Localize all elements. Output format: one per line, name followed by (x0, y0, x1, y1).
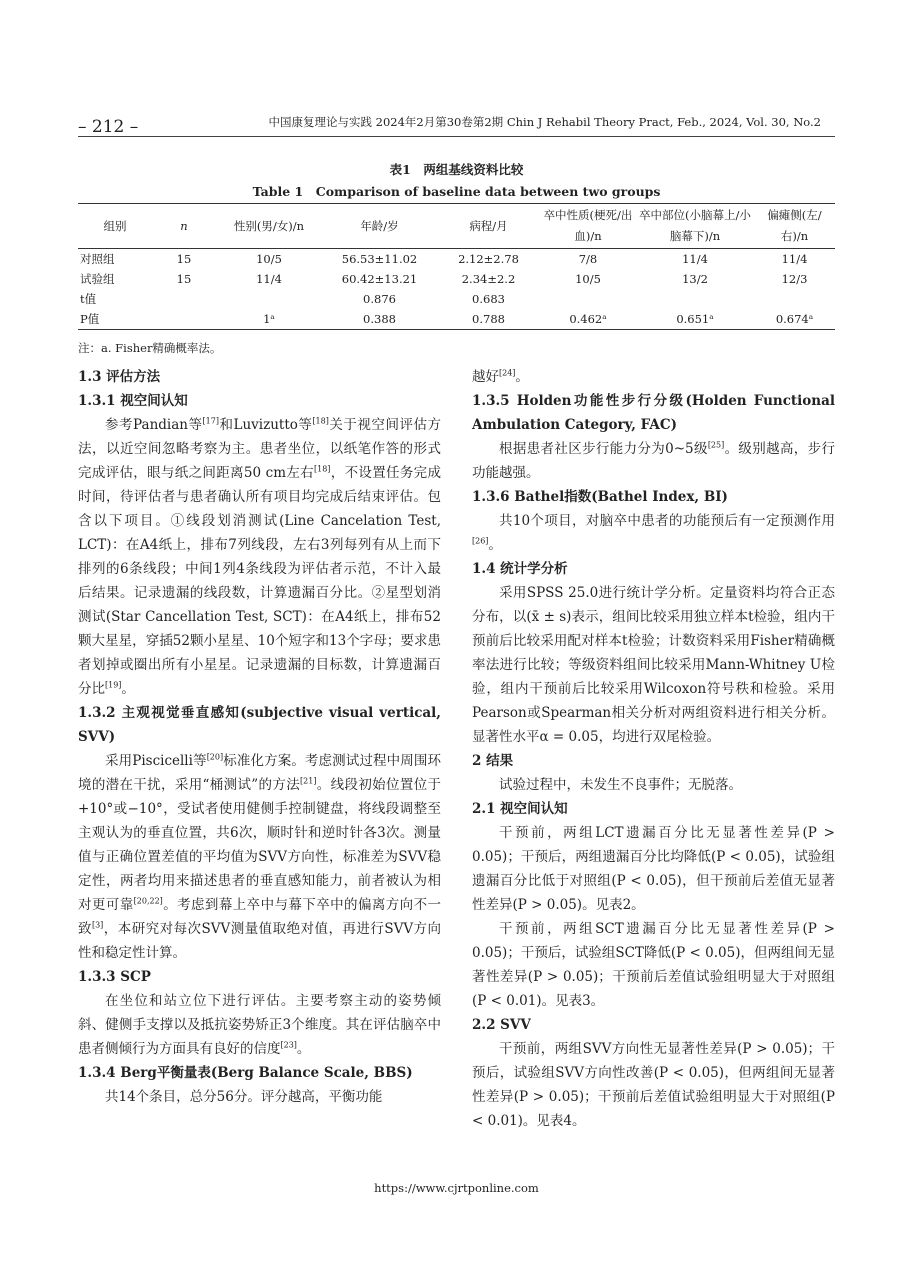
footer-url: https://www.cjrtponline.com (374, 1181, 539, 1195)
running-header: 中国康复理论与实践 2024年2月第30卷第2期 Chin J Rehabil Theory Pract, Feb., 2024, Vol. 30, No.2 (268, 115, 821, 129)
table-cell: 11/4 (256, 272, 282, 286)
body-paragraph: 干预前，两组SVV方向性无显著性差异(P > 0.05)；干预后，试验组SVV方向性改善(P < 0.05)，但两组间无显著性差异(P > 0.05)；干预前后差值试验组明显大于对照组(P < 0.01)。见表4。 (472, 1041, 835, 1129)
body-paragraph: 参考Pandian等[17]和Luvizutto等[18]关于视空间评估方法，以近空间忽略考察为主。患者坐位，以纸笔作答的形式完成评估，眼与纸之间距离50 cm左右[18]，不设置任务完成时间，待评估者与患者确认所有项目均完成后结束评估。包含以下项目。①线段划消测试(Line Cancelation Test, LCT)：在A4纸上，排布7列线段，左右3列每列有从上而下排列的6条线段；中间1列4条线段为评估者示范，不计入最后结果。记录遗漏的线段数，计算遗漏百分比。②星型划消测试(Star Cancellation Test, SCT)：在A4纸上，排布52颗大星星，穿插52颗小星星、10个短字和13个字母；要求患者划掉或圈出所有小星星。记录遗漏的目标数，计算遗漏百分比[19]。 (78, 416, 442, 697)
table-row (78, 289, 835, 309)
table-cell (754, 289, 835, 309)
left-text-column (78, 365, 441, 1109)
table-caption-en: Table 1 Comparison of baseline data between two groups (252, 184, 661, 199)
body-paragraph: 干预前，两组SCT遗漏百分比无显著性差异(P > 0.05)；干预后，试验组SCT降低(P < 0.05)，但两组间无显著性差异(P > 0.05)；干预前后差值试验组明显大于对照组(P < 0.01)。见表3。 (472, 921, 835, 1009)
table-cell: 15 (176, 272, 192, 286)
table-cell: 0.651ᵃ (676, 312, 714, 326)
table-cell: 2.12±2.78 (458, 252, 519, 266)
table-cell: 11/4 (682, 252, 708, 266)
section-heading: 1.3.4 Berg平衡量表(Berg Balance Scale, BBS) (78, 1065, 413, 1081)
table-row (78, 249, 835, 270)
table-cell: P值 (80, 312, 100, 326)
table-cell (636, 289, 754, 309)
body-paragraph: 根据患者社区步行能力分为0~5级[25]。级别越高，步行功能越强。 (472, 440, 835, 481)
table-row (78, 269, 835, 289)
table-cell: 0.683 (472, 292, 505, 306)
section-heading: 1.3.1 视空间认知 (78, 393, 188, 409)
section-heading: 2 结果 (472, 753, 514, 769)
section-heading: 1.3 评估方法 (78, 369, 161, 385)
col-header-stroke-type: 卒中性质(梗死/出血)/n (540, 204, 636, 249)
table-cell: 60.42±13.21 (341, 272, 418, 286)
col-header-group: 组别 (78, 204, 152, 249)
table-cell: 2.34±2.2 (461, 272, 516, 286)
header-rule (78, 136, 835, 137)
section-heading: 1.4 统计学分析 (472, 561, 568, 577)
right-text-column (472, 365, 835, 1133)
table-cell: 0.788 (472, 312, 505, 326)
table-header-row (78, 204, 835, 249)
table-cell: 试验组 (80, 272, 115, 286)
table-cell (152, 289, 216, 309)
table-cell: 7/8 (578, 252, 598, 266)
col-header-stroke-site: 卒中部位(小脑幕上/小脑幕下)/n (636, 204, 754, 249)
table-cell: t值 (80, 292, 97, 306)
col-header-age: 年龄/岁 (322, 204, 437, 249)
table-cell (540, 289, 636, 309)
table-cell (216, 289, 322, 309)
body-paragraph: 共10个项目，对脑卒中患者的功能预后有一定预测作用[26]。 (472, 513, 835, 553)
table-caption-cn: 表1 两组基线资料比较 (389, 162, 524, 177)
body-paragraph: 越好[24]。 (472, 368, 529, 385)
table-cell: 0.462ᵃ (569, 312, 607, 326)
section-heading: 2.1 视空间认知 (472, 801, 568, 817)
col-header-gender: 性别(男/女)/n (216, 204, 322, 249)
table-note: 注：a. Fisher精确概率法。 (78, 341, 222, 355)
section-heading: 1.3.3 SCP (78, 969, 151, 985)
body-paragraph: 采用SPSS 25.0进行统计学分析。定量资料均符合正态分布，以(x̄ ± s)表示，组间比较采用独立样本t检验，组内干预前后比较采用配对样本t检验；计数资料采用Fisher精确概率法进行比较；等级资料组间比较采用Mann-Whitney U检验，组内干预前后比较采用Wilcoxon符号秩和检验。采用Pearson或Spearman相关分析对两组资料进行相关分析。显著性水平α = 0.05，均进行双尾检验。 (472, 585, 835, 745)
table-cell: 13/2 (682, 272, 708, 286)
table-row (78, 309, 835, 330)
body-paragraph: 干预前，两组LCT遗漏百分比无显著性差异(P > 0.05)；干预后，两组遗漏百分比均降低(P < 0.05)，试验组遗漏百分比低于对照组(P < 0.05)，但干预前后差值无显著性差异(P > 0.05)。见表2。 (472, 825, 835, 913)
table-cell: 12/3 (781, 272, 808, 286)
table-cell: 10/5 (256, 252, 282, 266)
section-heading: 2.2 SVV (472, 1017, 531, 1033)
table-cell: 56.53±11.02 (341, 252, 418, 266)
section-heading: 1.3.5 Holden功能性步行分级(Holden Functional Ambulation Category, FAC) (472, 393, 835, 433)
table-cell: 0.388 (363, 312, 396, 326)
col-header-duration: 病程/月 (437, 204, 540, 249)
section-heading: 1.3.2 主观视觉垂直感知(subjective visual vertical, SVV) (78, 705, 441, 745)
body-paragraph: 在坐位和站立位下进行评估。主要考察主动的姿势倾斜、健侧手支撑以及抵抗姿势矫正3个维度。其在评估脑卒中患者侧倾行为方面具有良好的信度[23]。 (78, 993, 441, 1057)
table-cell: 0.876 (363, 292, 396, 306)
body-paragraph: 共14个条目，总分56分。评分越高，平衡功能 (105, 1089, 383, 1105)
table-cell: 11/4 (781, 252, 808, 266)
baseline-table (78, 203, 835, 330)
page-number: – 212 – (78, 117, 139, 137)
table-cell (152, 309, 216, 330)
table-cell: 15 (176, 252, 192, 266)
table-cell: 10/5 (575, 272, 601, 286)
body-paragraph: 采用Piscicelli等[20]标准化方案。考虑测试过程中周围环境的潜在干扰，采用“桶测试”的方法[21]。线段初始位置位于+10°或−10°，受试者使用健侧手控制键盘，将线段调整至主观认为的垂直位置，共6次，顺时针和逆时针各3次。测量值与正确位置差值的平均值为SVV方向性，标准差为SVV稳定性，两者均用来描述患者的垂直感知能力，前者被认为相对更可靠[20,22]。考虑到幕上卒中与幕下卒中的偏离方向不一致[3]，本研究对每次SVV测量值取绝对值，再进行SVV方向性和稳定性计算。 (78, 752, 442, 961)
col-header-n: n (152, 204, 216, 249)
section-heading: 1.3.6 Bathel指数(Bathel Index, BI) (472, 489, 728, 505)
table-cell: 1ᵃ (263, 312, 275, 326)
table-cell: 0.674ᵃ (775, 312, 814, 326)
col-header-hemiplegia-side: 偏瘫侧(左/右)/n (754, 204, 835, 249)
body-paragraph: 试验过程中，未发生不良事件；无脱落。 (499, 777, 742, 793)
table-cell: 对照组 (80, 252, 115, 266)
